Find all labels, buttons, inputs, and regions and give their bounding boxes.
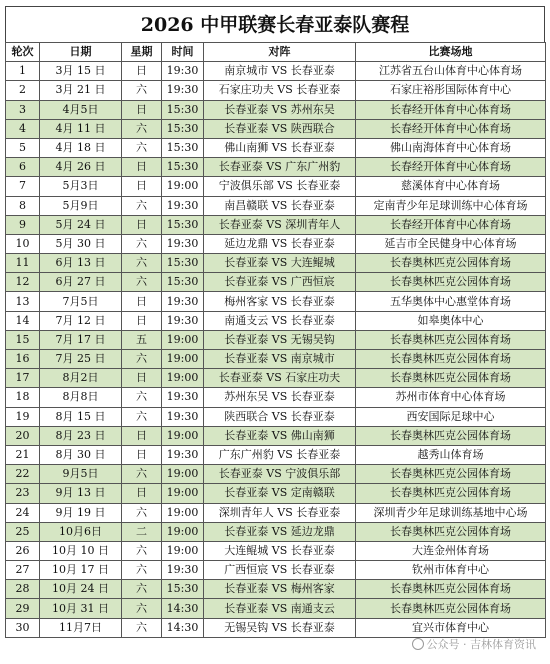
- match-cell: 长春亚泰 VS 南通支云: [204, 599, 356, 618]
- match-cell: 陕西联合 VS 长春亚泰: [204, 407, 356, 426]
- match-cell: 长春亚泰 VS 定南赣联: [204, 484, 356, 503]
- schedule-sheet: [5, 6, 545, 638]
- round-cell: 12: [6, 273, 40, 292]
- match-cell: 长春亚泰 VS 延边龙鼎: [204, 522, 356, 541]
- header-date: 日期: [40, 43, 122, 62]
- table-row: [6, 350, 546, 369]
- weekday-cell: 五: [122, 330, 162, 349]
- match-cell: 南昌赣联 VS 长春亚泰: [204, 196, 356, 215]
- time-cell: 19:30: [162, 311, 204, 330]
- venue-cell: 宜兴市体育中心: [356, 618, 546, 637]
- time-cell: 19:00: [162, 522, 204, 541]
- venue-cell: 深圳青少年足球训练基地中心场: [356, 503, 546, 522]
- weekday-cell: 六: [122, 465, 162, 484]
- date-cell: 4月 26 日: [40, 158, 122, 177]
- table-row: [6, 177, 546, 196]
- weekday-cell: 日: [122, 311, 162, 330]
- venue-cell: 长春奥林匹克公园体育场: [356, 426, 546, 445]
- venue-cell: 长春奥林匹克公园体育场: [356, 369, 546, 388]
- match-cell: 长春亚泰 VS 宁波俱乐部: [204, 465, 356, 484]
- venue-cell: 长春奥林匹克公园体育场: [356, 273, 546, 292]
- venue-cell: 苏州市体育中心体育场: [356, 388, 546, 407]
- header-time: 时间: [162, 43, 204, 62]
- match-cell: 长春亚泰 VS 陕西联合: [204, 119, 356, 138]
- venue-cell: 五华奥体中心惠堂体育场: [356, 292, 546, 311]
- date-cell: 7月 12 日: [40, 311, 122, 330]
- match-cell: 长春亚泰 VS 无锡吴钩: [204, 330, 356, 349]
- weekday-cell: 六: [122, 254, 162, 273]
- date-cell: 8月 15 日: [40, 407, 122, 426]
- weekday-cell: 六: [122, 234, 162, 253]
- header-match: 对阵: [204, 43, 356, 62]
- date-cell: 3月 21 日: [40, 81, 122, 100]
- round-cell: 17: [6, 369, 40, 388]
- date-cell: 8月2日: [40, 369, 122, 388]
- header-round: 轮次: [6, 43, 40, 62]
- weekday-cell: 日: [122, 215, 162, 234]
- weekday-cell: 二: [122, 522, 162, 541]
- table-row: [6, 541, 546, 560]
- date-cell: 10月 31 日: [40, 599, 122, 618]
- table-row: [6, 503, 546, 522]
- weekday-cell: 六: [122, 119, 162, 138]
- time-cell: 19:30: [162, 388, 204, 407]
- time-cell: 19:00: [162, 177, 204, 196]
- time-cell: 19:00: [162, 426, 204, 445]
- table-row: [6, 292, 546, 311]
- table-row: [6, 407, 546, 426]
- time-cell: 15:30: [162, 138, 204, 157]
- match-cell: 南通支云 VS 长春亚泰: [204, 311, 356, 330]
- match-cell: 长春亚泰 VS 佛山南狮: [204, 426, 356, 445]
- venue-cell: 如皋奥体中心: [356, 311, 546, 330]
- match-cell: 长春亚泰 VS 南京城市: [204, 350, 356, 369]
- weekday-cell: 日: [122, 369, 162, 388]
- table-row: [6, 273, 546, 292]
- date-cell: 9月 19 日: [40, 503, 122, 522]
- venue-cell: 长春经开体育中心体育场: [356, 158, 546, 177]
- date-cell: 8月 30 日: [40, 445, 122, 464]
- venue-cell: 佛山南海体育中心体育场: [356, 138, 546, 157]
- date-cell: 9月 13 日: [40, 484, 122, 503]
- weekday-cell: 日: [122, 62, 162, 81]
- round-cell: 26: [6, 541, 40, 560]
- date-cell: 6月 27 日: [40, 273, 122, 292]
- weekday-cell: 日: [122, 426, 162, 445]
- venue-cell: 长春奥林匹克公园体育场: [356, 330, 546, 349]
- date-cell: 4月 18 日: [40, 138, 122, 157]
- weekday-cell: 六: [122, 388, 162, 407]
- round-cell: 27: [6, 561, 40, 580]
- table-row: [6, 465, 546, 484]
- time-cell: 19:30: [162, 234, 204, 253]
- round-cell: 28: [6, 580, 40, 599]
- table-row: [6, 580, 546, 599]
- time-cell: 15:30: [162, 580, 204, 599]
- time-cell: 15:30: [162, 254, 204, 273]
- round-cell: 4: [6, 119, 40, 138]
- header-venue: 比赛场地: [356, 43, 546, 62]
- match-cell: 长春亚泰 VS 苏州东吴: [204, 100, 356, 119]
- venue-cell: 长春经开体育中心体育场: [356, 215, 546, 234]
- weekday-cell: 六: [122, 599, 162, 618]
- round-cell: 5: [6, 138, 40, 157]
- table-row: [6, 522, 546, 541]
- time-cell: 19:30: [162, 196, 204, 215]
- match-cell: 石家庄功夫 VS 长春亚泰: [204, 81, 356, 100]
- date-cell: 10月 10 日: [40, 541, 122, 560]
- time-cell: 19:00: [162, 465, 204, 484]
- table-row: [6, 369, 546, 388]
- venue-cell: 钦州市体育中心: [356, 561, 546, 580]
- time-cell: 15:30: [162, 119, 204, 138]
- table-row: [6, 215, 546, 234]
- time-cell: 19:30: [162, 81, 204, 100]
- date-cell: 5月9日: [40, 196, 122, 215]
- venue-cell: 西安国际足球中心: [356, 407, 546, 426]
- page-title: 2026 中甲联赛长春亚泰队赛程: [5, 6, 545, 42]
- time-cell: 19:30: [162, 561, 204, 580]
- table-row: [6, 618, 546, 637]
- match-cell: 广东广州豹 VS 长春亚泰: [204, 445, 356, 464]
- match-cell: 大连鲲城 VS 长春亚泰: [204, 541, 356, 560]
- header-weekday: 星期: [122, 43, 162, 62]
- table-row: [6, 158, 546, 177]
- table-row: [6, 330, 546, 349]
- match-cell: 长春亚泰 VS 大连鲲城: [204, 254, 356, 273]
- venue-cell: 慈溪体育中心体育场: [356, 177, 546, 196]
- table-row: [6, 138, 546, 157]
- round-cell: 15: [6, 330, 40, 349]
- venue-cell: 石家庄裕彤国际体育中心: [356, 81, 546, 100]
- weekday-cell: 六: [122, 196, 162, 215]
- weekday-cell: 六: [122, 503, 162, 522]
- date-cell: 7月 17 日: [40, 330, 122, 349]
- match-cell: 延边龙鼎 VS 长春亚泰: [204, 234, 356, 253]
- weekday-cell: 六: [122, 350, 162, 369]
- time-cell: 19:00: [162, 330, 204, 349]
- date-cell: 5月 30 日: [40, 234, 122, 253]
- time-cell: 19:00: [162, 503, 204, 522]
- weekday-cell: 日: [122, 158, 162, 177]
- match-cell: 无锡吴钩 VS 长春亚泰: [204, 618, 356, 637]
- match-cell: 深圳青年人 VS 长春亚泰: [204, 503, 356, 522]
- date-cell: 3月 15 日: [40, 62, 122, 81]
- date-cell: 7月5日: [40, 292, 122, 311]
- table-row: [6, 100, 546, 119]
- date-cell: 4月 11 日: [40, 119, 122, 138]
- date-cell: 10月 24 日: [40, 580, 122, 599]
- match-cell: 长春亚泰 VS 深圳青年人: [204, 215, 356, 234]
- venue-cell: 长春奥林匹克公园体育场: [356, 484, 546, 503]
- time-cell: 19:30: [162, 445, 204, 464]
- time-cell: 19:30: [162, 62, 204, 81]
- round-cell: 1: [6, 62, 40, 81]
- date-cell: 4月5日: [40, 100, 122, 119]
- weekday-cell: 日: [122, 292, 162, 311]
- table-row: [6, 62, 546, 81]
- venue-cell: 长春奥林匹克公园体育场: [356, 522, 546, 541]
- table-row: [6, 561, 546, 580]
- venue-cell: 长春奥林匹克公园体育场: [356, 254, 546, 273]
- table-row: [6, 196, 546, 215]
- venue-cell: 越秀山体育场: [356, 445, 546, 464]
- match-cell: 长春亚泰 VS 石家庄功夫: [204, 369, 356, 388]
- weekday-cell: 日: [122, 484, 162, 503]
- time-cell: 14:30: [162, 599, 204, 618]
- venue-cell: 长春奥林匹克公园体育场: [356, 580, 546, 599]
- round-cell: 16: [6, 350, 40, 369]
- date-cell: 9月5日: [40, 465, 122, 484]
- table-row: [6, 119, 546, 138]
- table-row: [6, 599, 546, 618]
- date-cell: 5月3日: [40, 177, 122, 196]
- round-cell: 9: [6, 215, 40, 234]
- time-cell: 19:30: [162, 407, 204, 426]
- round-cell: 6: [6, 158, 40, 177]
- table-row: [6, 254, 546, 273]
- venue-cell: 长春奥林匹克公园体育场: [356, 465, 546, 484]
- round-cell: 21: [6, 445, 40, 464]
- time-cell: 19:00: [162, 369, 204, 388]
- table-row: [6, 81, 546, 100]
- date-cell: 7月 25 日: [40, 350, 122, 369]
- match-cell: 宁波俱乐部 VS 长春亚泰: [204, 177, 356, 196]
- schedule-table: [5, 42, 546, 638]
- date-cell: 6月 13 日: [40, 254, 122, 273]
- weekday-cell: 日: [122, 445, 162, 464]
- time-cell: 19:30: [162, 292, 204, 311]
- round-cell: 25: [6, 522, 40, 541]
- watermark: [412, 636, 537, 652]
- round-cell: 7: [6, 177, 40, 196]
- venue-cell: 延吉市全民健身中心体育场: [356, 234, 546, 253]
- venue-cell: 江苏省五台山体育中心体育场: [356, 62, 546, 81]
- time-cell: 19:00: [162, 350, 204, 369]
- venue-cell: 长春经开体育中心体育场: [356, 100, 546, 119]
- weekday-cell: 六: [122, 561, 162, 580]
- round-cell: 10: [6, 234, 40, 253]
- match-cell: 广西恒宸 VS 长春亚泰: [204, 561, 356, 580]
- venue-cell: 大连金州体育场: [356, 541, 546, 560]
- date-cell: 5月 24 日: [40, 215, 122, 234]
- round-cell: 23: [6, 484, 40, 503]
- date-cell: 8月 23 日: [40, 426, 122, 445]
- time-cell: 14:30: [162, 618, 204, 637]
- wechat-icon: [412, 638, 424, 650]
- table-row: [6, 311, 546, 330]
- round-cell: 13: [6, 292, 40, 311]
- match-cell: 佛山南狮 VS 长春亚泰: [204, 138, 356, 157]
- table-row: [6, 426, 546, 445]
- weekday-cell: 六: [122, 273, 162, 292]
- weekday-cell: 六: [122, 618, 162, 637]
- table-header-row: [6, 43, 546, 62]
- time-cell: 15:30: [162, 215, 204, 234]
- round-cell: 14: [6, 311, 40, 330]
- time-cell: 15:30: [162, 158, 204, 177]
- date-cell: 10月 17 日: [40, 561, 122, 580]
- match-cell: 长春亚泰 VS 广东广州豹: [204, 158, 356, 177]
- weekday-cell: 六: [122, 138, 162, 157]
- round-cell: 11: [6, 254, 40, 273]
- match-cell: 长春亚泰 VS 梅州客家: [204, 580, 356, 599]
- round-cell: 30: [6, 618, 40, 637]
- table-row: [6, 388, 546, 407]
- round-cell: 20: [6, 426, 40, 445]
- time-cell: 15:30: [162, 273, 204, 292]
- round-cell: 19: [6, 407, 40, 426]
- time-cell: 19:00: [162, 484, 204, 503]
- round-cell: 29: [6, 599, 40, 618]
- date-cell: 8月8日: [40, 388, 122, 407]
- venue-cell: 长春奥林匹克公园体育场: [356, 599, 546, 618]
- venue-cell: 定南青少年足球训练中心体育场: [356, 196, 546, 215]
- weekday-cell: 六: [122, 81, 162, 100]
- weekday-cell: 日: [122, 100, 162, 119]
- weekday-cell: 六: [122, 541, 162, 560]
- time-cell: 15:30: [162, 100, 204, 119]
- match-cell: 南京城市 VS 长春亚泰: [204, 62, 356, 81]
- table-row: [6, 445, 546, 464]
- round-cell: 3: [6, 100, 40, 119]
- round-cell: 2: [6, 81, 40, 100]
- weekday-cell: 日: [122, 177, 162, 196]
- match-cell: 梅州客家 VS 长春亚泰: [204, 292, 356, 311]
- round-cell: 18: [6, 388, 40, 407]
- round-cell: 22: [6, 465, 40, 484]
- date-cell: 11月7日: [40, 618, 122, 637]
- weekday-cell: 六: [122, 407, 162, 426]
- venue-cell: 长春经开体育中心体育场: [356, 119, 546, 138]
- match-cell: 长春亚泰 VS 广西恒宸: [204, 273, 356, 292]
- round-cell: 24: [6, 503, 40, 522]
- watermark-text: 公众号 · 吉林体育资讯: [426, 638, 536, 651]
- date-cell: 10月6日: [40, 522, 122, 541]
- match-cell: 苏州东吴 VS 长春亚泰: [204, 388, 356, 407]
- table-row: [6, 484, 546, 503]
- time-cell: 19:00: [162, 541, 204, 560]
- venue-cell: 长春奥林匹克公园体育场: [356, 350, 546, 369]
- round-cell: 8: [6, 196, 40, 215]
- table-row: [6, 234, 546, 253]
- weekday-cell: 六: [122, 580, 162, 599]
